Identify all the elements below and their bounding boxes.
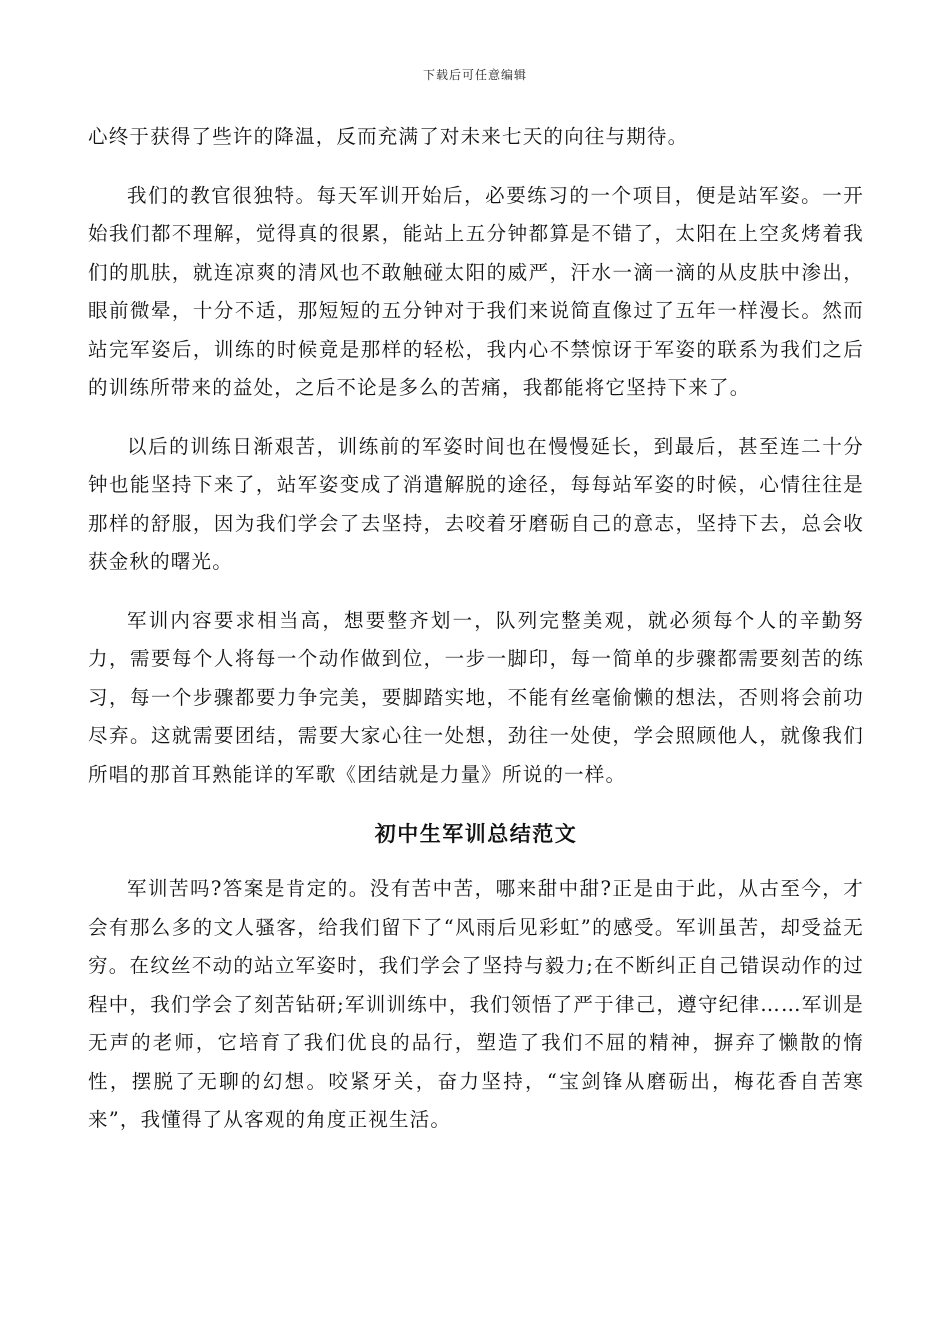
paragraph-section-intro: 军训苦吗?答案是肯定的。没有苦中苦，哪来甜中甜?正是由于此，从古至今，才会有那么多的文人骚客，给我们留下了“风雨后见彩虹”的感受。军训虽苦，却受益无穷。在纹丝不动的站立军姿时，我们学会了坚持与毅力;在不断纠正自己错误动作的过程中，我们学会了刻苦钻研;军训训练中，我们领悟了严于律己，遵守纪律……军训是无声的老师，它培育了我们优良的品行，塑造了我们不屈的精神，摒弃了懒散的惰性，摆脱了无聊的幻想。咬紧牙关，奋力坚持，“宝剑锋从磨砺出，梅花香自苦寒来”，我懂得了从客观的角度正视生活。: [88, 877, 864, 1131]
paragraph-instructor: 我们的教官很独特。每天军训开始后，必要练习的一个项目，便是站军姿。一开始我们都不理解，觉得真的很累，能站上五分钟都算是不错了，太阳在上空炙烤着我们的肌肤，就连凉爽的清风也不敢触碰太阳的威严，汗水一滴一滴的从皮肤中渗出，眼前微晕，十分不适，那短短的五分钟对于我们来说简直像过了五年一样漫长。然而站完军姿后，训练的时候竟是那样的轻松，我内心不禁惊讶于军姿的联系为我们之后的训练所带来的益处，之后不论是多么的苦痛，我都能将它坚持下来了。: [88, 183, 864, 399]
paragraph-teamwork: 军训内容要求相当高，想要整齐划一，队列完整美观，就必须每个人的辛勤努力，需要每个人将每一个动作做到位，一步一脚印，每一简单的步骤都需要刻苦的练习，每一个步骤都要力争完美，要脚踏实地，不能有丝毫偷懒的想法，否则将会前功尽弃。这就需要团结，需要大家心往一处想，劲往一处使，学会照顾他人，就像我们所唱的那首耳熟能详的军歌《团结就是力量》所说的一样。: [88, 608, 864, 786]
paragraph-continuation: 心终于获得了些许的降温，反而充满了对未来七天的向往与期待。: [88, 125, 689, 148]
page-header: 下载后可任意编辑: [422, 68, 527, 82]
paragraph-training-hardship: 以后的训练日渐艰苦，训练前的军姿时间也在慢慢延长，到最后，甚至连二十分钟也能坚持下来了，站军姿变成了消遣解脱的途径，每每站军姿的时候，心情往往是那样的舒服，因为我们学会了去坚持，去咬着牙磨砺自己的意志，坚持下去，总会收获金秋的曙光。: [88, 434, 864, 573]
document-body: [88, 118, 864, 1160]
section-title: 初中生军训总结范文: [374, 821, 578, 846]
